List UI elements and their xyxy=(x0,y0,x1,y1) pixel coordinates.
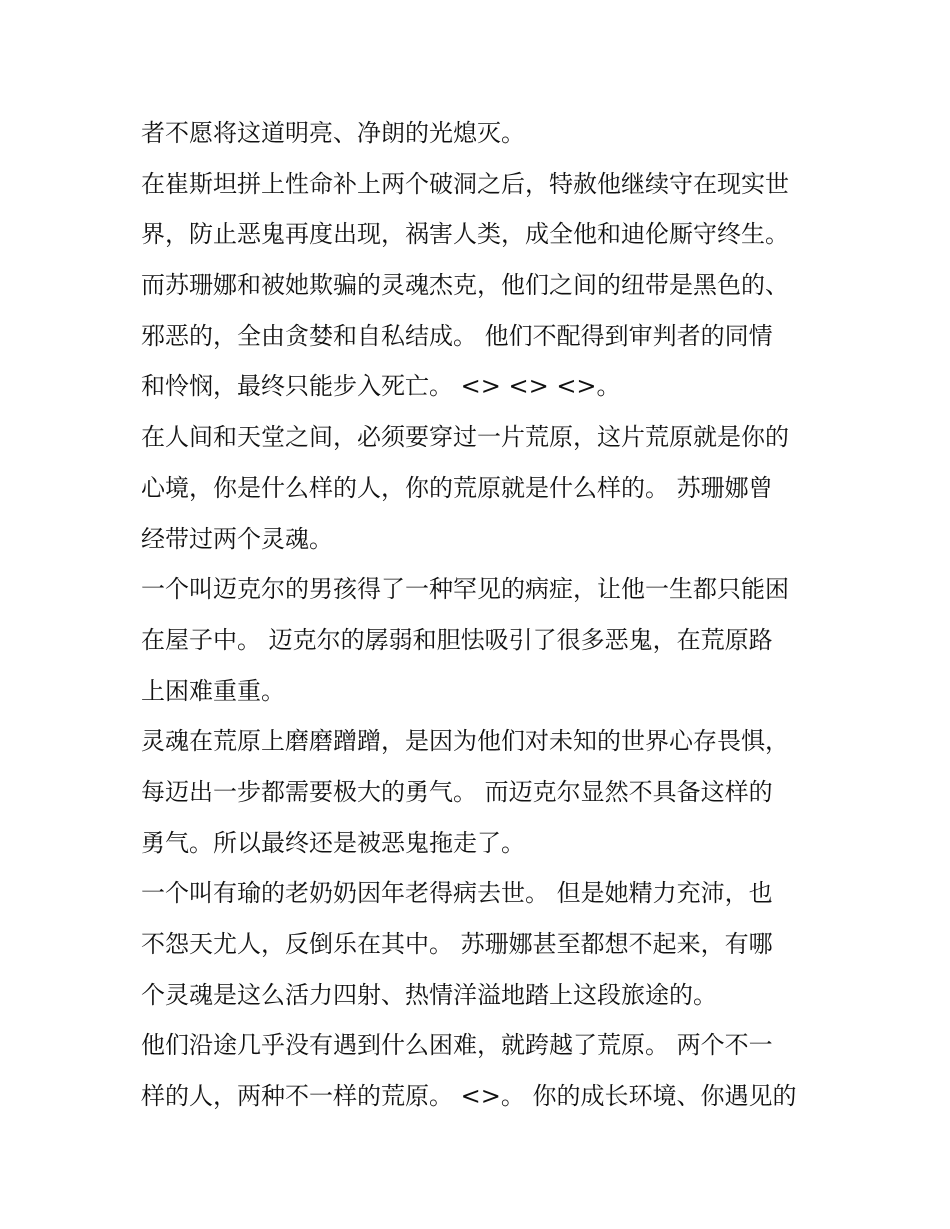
paragraph-4 xyxy=(141,564,821,716)
paragraph-5 xyxy=(141,716,821,868)
text-line: 上困难重重。 xyxy=(141,676,285,705)
text-line: 而苏珊娜和被她欺骗的灵魂杰克，他们之间的纽带是黑色的、 xyxy=(141,271,789,300)
text-line: 灵魂在荒原上磨磨蹭蹭，是因为他们对未知的世界心存畏惧， xyxy=(141,727,789,756)
text-line: 心境，你是什么样的人，你的荒原就是什么样的。 苏珊娜曾 xyxy=(141,473,773,502)
paragraph-1 xyxy=(141,108,821,159)
text-line: 邪恶的，全由贪婪和自私结成。 他们不配得到审判者的同情 xyxy=(141,321,773,350)
paragraph-6 xyxy=(141,868,821,1020)
text-line: 他们沿途几乎没有遇到什么困难，就跨越了荒原。 两个不一 xyxy=(141,1031,773,1060)
text-line: 在崔斯坦拼上性命补上两个破洞之后，特赦他继续守在现实世 xyxy=(141,169,789,198)
text-line: 个灵魂是这么活力四射、热情洋溢地踏上这段旅途的。 xyxy=(141,980,717,1009)
text-line: 和怜悯，最终只能步入死亡。 <> <> <>。 xyxy=(141,372,621,401)
text-line: 经带过两个灵魂。 xyxy=(141,524,333,553)
text-line: 界，防止恶鬼再度出现，祸害人类，成全他和迪伦厮守终生。 xyxy=(141,220,789,249)
paragraph-3 xyxy=(141,412,821,564)
paragraph-7 xyxy=(141,1020,821,1121)
text-line: 一个叫有瑜的老奶奶因年老得病去世。 但是她精力充沛，也 xyxy=(141,879,773,908)
text-line: 勇气。所以最终还是被恶鬼拖走了。 xyxy=(141,828,525,857)
text-line: 不怨天尤人，反倒乐在其中。 苏珊娜甚至都想不起来，有哪 xyxy=(141,930,773,958)
text-line: 者不愿将这道明亮、净朗的光熄灭。 xyxy=(141,119,525,147)
paragraph-2 xyxy=(141,159,821,412)
text-line: 样的人，两种不一样的荒原。 <>。 你的成长环境、你遇见的 xyxy=(141,1082,797,1111)
text-line: 每迈出一步都需要极大的勇气。 而迈克尔显然不具备这样的 xyxy=(141,777,773,806)
text-line: 一个叫迈克尔的男孩得了一种罕见的病症，让他一生都只能困 xyxy=(141,575,789,604)
text-line: 在人间和天堂之间，必须要穿过一片荒原，这片荒原就是你的 xyxy=(141,423,789,452)
document-body xyxy=(141,108,821,1122)
text-line: 在屋子中。 迈克尔的孱弱和胆怯吸引了很多恶鬼，在荒原路 xyxy=(141,625,773,654)
